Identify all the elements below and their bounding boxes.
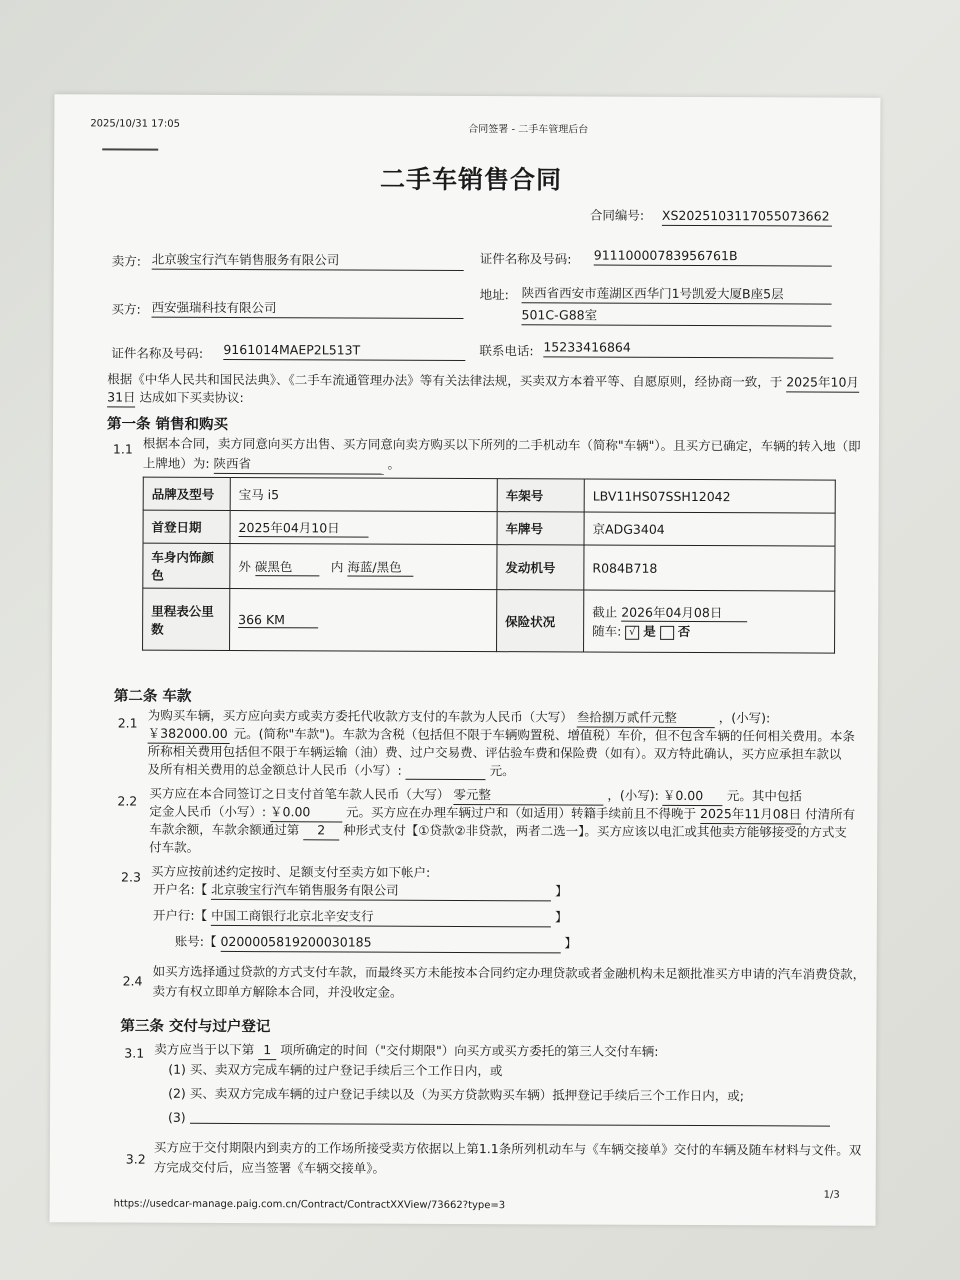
engine-label: 发动机号	[497, 545, 584, 590]
c21-text-a: 为购买车辆，买方应向卖方或卖方委托代收款方支付的车款为人民币（大写）	[147, 707, 573, 725]
first-reg-label: 首登日期	[143, 510, 230, 543]
interior-prefix: 内	[330, 558, 344, 574]
first-payment-chinese: 零元整	[453, 786, 603, 806]
plate-label: 车牌号	[497, 512, 584, 545]
vin-label: 车架号	[497, 479, 584, 512]
c22-text-g: 车款余额，车款余额通过第	[149, 821, 300, 838]
no-checkbox	[660, 625, 674, 639]
buyer-id-label: 证件名称及号码:	[111, 345, 204, 361]
account-name-row	[153, 881, 568, 902]
footer-page: 1/3	[823, 1189, 840, 1201]
contract-number: XS20251031170550736​62	[662, 207, 832, 227]
first-reg-value	[230, 510, 497, 544]
account-number-row	[175, 933, 577, 954]
mileage: 366 KM	[238, 612, 318, 628]
clause-3-2-line1: 买方应于交付期限内到卖方的工作场所接受卖方依据以上第1.1条所列机动车与《车辆交接单》交付的车辆及随车材料与文件。双	[153, 1139, 862, 1158]
insurance-date: 2026年04月08日	[621, 603, 747, 623]
clause-2-3-number: 2.3	[121, 869, 141, 885]
price-number: ￥382000.00	[148, 725, 230, 744]
clause-1-1-line2	[143, 455, 400, 475]
bracket-close: 】	[564, 935, 578, 951]
clause-3-1-number: 3.1	[124, 1045, 145, 1061]
phone: 15233416864	[543, 338, 833, 358]
price-chinese: 叁拾捌万贰仟元整	[577, 708, 715, 728]
clause-1-1-line1: 根据本合同，卖方同意向买方出售、买方同意向卖方购买以下所列的二手机动车（简称"车辆"）。且买方已确定，车辆的转入地（即	[142, 435, 861, 454]
account-bank-row	[153, 907, 568, 928]
contract-number-label: 合同编号:	[589, 207, 645, 223]
footer-url: https://usedcar-manage.paig.com.cn/Contract/ContractXXView/73662?type=3	[113, 1198, 506, 1212]
seller-label: 卖方:	[111, 253, 141, 269]
vehicle-info-table	[142, 477, 836, 654]
vin-value: LBV11HS07SSH12042	[584, 479, 835, 513]
section-3-title: 第三条 交付与过户登记	[120, 1018, 271, 1036]
delivery-option-1: (1) 买、卖双方完成车辆的过户登记手续后三个工作日内，或	[168, 1061, 503, 1079]
account-name-label: 开户名:【	[152, 881, 208, 897]
plate-value: 京ADG3404	[584, 512, 835, 546]
contract-title: 二手车销售合同	[380, 164, 563, 195]
account-name: 北京骏宝行汽车销售服务有限公司	[211, 881, 551, 901]
clause-3-1-line1	[154, 1041, 658, 1062]
c22-text-c: 元。其中包括	[726, 788, 802, 804]
seller-id-label: 证件名称及号码:	[479, 251, 572, 267]
c22-text-b: ，(小写):	[607, 787, 659, 803]
clause-2-2-line3	[149, 821, 847, 843]
clause-3-2-number: 3.2	[125, 1151, 146, 1167]
clause-2-1-line3: 所称相关费用包括但不限于车辆运输（油）费、过户交易费、评估验车费和保险费（如有）。双方特此确认，买方应承担车款以	[147, 743, 842, 762]
total-amount-blank	[406, 765, 486, 780]
delivery-option-3: (3)	[167, 1109, 186, 1125]
c22-text-d: 定金人民币（小写）:	[149, 803, 267, 820]
deposit-amount: ￥0.00	[270, 803, 342, 822]
print-datetime: 2025/10/31 17:05	[90, 118, 180, 130]
table-row	[143, 477, 835, 513]
seller-id: 91110000783956761B	[594, 247, 832, 267]
clause-2-2-number: 2.2	[117, 793, 138, 809]
account-number-label: 账号:【	[174, 933, 217, 949]
bracket-close: 】	[555, 883, 568, 899]
c21-text-e: 及所有相关费用的总金额总计人民币（小写）:	[147, 761, 402, 778]
account-number: 0200005819200030185	[220, 933, 560, 953]
preamble-date-1: 2025年10月	[786, 373, 859, 392]
clause-2-4-number: 2.4	[122, 973, 143, 989]
buyer-label: 买方:	[111, 301, 141, 317]
insurance-label: 保险状况	[497, 590, 584, 652]
payment-method: 2	[303, 821, 339, 840]
address-line2: 501C-G88室	[521, 306, 831, 326]
delivery-option-2: (2) 买、卖双方完成车辆的过户登记手续以及（为买方贷款购买车辆）抵押登记手续后三个工作日内，或;	[168, 1085, 745, 1104]
c22-text-a: 买方应在本合同签订之日支付首笔车款人民币（大写）	[149, 785, 450, 802]
exterior-color: 碳黑色	[255, 557, 319, 576]
section-2-title: 第二条 车款	[113, 688, 192, 705]
mileage-value	[230, 588, 497, 651]
clause-2-1-number: 2.1	[117, 715, 138, 731]
payment-deadline: 2025年11月08日	[700, 805, 801, 824]
clause-2-2-line4: 付车款。	[149, 839, 200, 855]
insurance-prefix: 截止	[592, 604, 618, 620]
clause-1-1-number: 1.1	[112, 441, 133, 457]
clause-1-1-text-2: 上牌地）为:	[142, 455, 210, 471]
buyer-id: 9161014MAEP2L513T	[223, 341, 465, 361]
table-row	[143, 543, 835, 591]
no-label: 否	[677, 623, 691, 639]
contract-page	[50, 94, 881, 1226]
insurance-value	[584, 590, 835, 653]
c31-text-b: 项所确定的时间（"交付期限"）向买方或买方委托的第三人交付车辆:	[280, 1042, 659, 1059]
buyer-name: 西安强瑞科技有限公司	[151, 299, 463, 319]
delivery-item: 1	[258, 1041, 276, 1060]
address-line1: 陕西省西安市莲湖区西华门1号凯爱大厦B座5层	[522, 284, 832, 304]
brand-label: 品牌及型号	[143, 477, 230, 510]
color-label-line2: 色	[151, 567, 164, 583]
destination-province: 陕西省	[214, 455, 384, 475]
account-bank: 中国工商银行北京北辛安支行	[211, 907, 551, 927]
c31-text-a: 卖方应当于以下第	[154, 1041, 255, 1058]
clause-2-4-line2: 卖方有权立即单方解除本合同，并没收定金。	[152, 983, 403, 1000]
c22-text-f: 付清所有	[805, 806, 856, 822]
phone-label: 联系电话:	[479, 343, 534, 359]
c21-text-b: ，(小写):	[718, 710, 771, 726]
mileage-label-line1: 里程表公里	[151, 603, 214, 619]
clause-1-1-period: 。	[387, 456, 401, 472]
mileage-label-line2: 数	[151, 621, 164, 637]
table-row	[143, 510, 835, 546]
address-label: 地址:	[479, 287, 509, 303]
c22-text-h: 种形式支付【①贷款②非贷款，两者二选一】。买方应该以电汇或其他卖方能够接受的方式支	[343, 822, 847, 840]
option-3-blank-line	[190, 1123, 830, 1127]
preamble-part-1: 根据《中华人民共和国民法典》、《二手车流通管理办法》等有关法律法规，买卖双方本着平等、自愿原则，经协商一致，于	[107, 371, 783, 390]
mileage-label	[143, 588, 230, 650]
section-1-title: 第一条 销售和购买	[106, 416, 229, 433]
first-payment-number: ￥0.00	[663, 787, 723, 806]
table-row	[143, 588, 835, 653]
color-label-line1: 车身内饰颜	[151, 549, 214, 565]
print-page-title: 合同签署 - 二手车管理后台	[468, 124, 589, 136]
yes-checkbox: √	[625, 625, 639, 639]
preamble-line-2	[107, 388, 244, 408]
account-bank-label: 开户行:【	[152, 907, 208, 923]
brand-value: 宝马 i5	[230, 477, 497, 511]
color-value	[230, 543, 497, 589]
exterior-prefix: 外	[238, 558, 251, 574]
interior-color: 海蓝/黑色	[347, 557, 413, 576]
seller-name: 北京骏宝行汽车销售服务有限公司	[152, 251, 464, 271]
first-reg-date: 2025年04月10日	[239, 518, 369, 538]
with-car-label: 随车:	[592, 623, 622, 639]
clause-2-4-line1: 如买方选择通过贷款的方式支付车款，而最终买方未能按本合同约定办理贷款或者金融机构未足额批准买方申请的汽车消费贷款，	[152, 963, 866, 982]
header-mark	[102, 148, 158, 150]
yes-label: 是	[643, 623, 656, 639]
preamble-part-2: 达成如下买卖协议:	[139, 389, 244, 406]
c21-text-c: 元。(简称"车款")。车款为含税（包括但不限于车辆购置税、增值税）车价，但不包含车辆的任何相关费用。本条	[233, 725, 855, 744]
bracket-close: 】	[555, 909, 568, 925]
clause-3-2-line2: 方完成交付后，应当签署《车辆交接单》。	[153, 1159, 386, 1176]
c22-text-e: 元。买方应在办理车辆过户和（如适用）转籍手续前且不得晚于	[345, 804, 697, 822]
clause-2-1-line4	[147, 761, 514, 781]
preamble-date-2: 31日	[107, 388, 135, 407]
c21-text-f: 元。	[489, 763, 515, 779]
engine-value: R084B718	[584, 545, 835, 591]
color-label	[143, 543, 230, 588]
clause-2-3-line1: 买方应按前述约定按时、足额支付至卖方如下帐户:	[151, 863, 431, 880]
